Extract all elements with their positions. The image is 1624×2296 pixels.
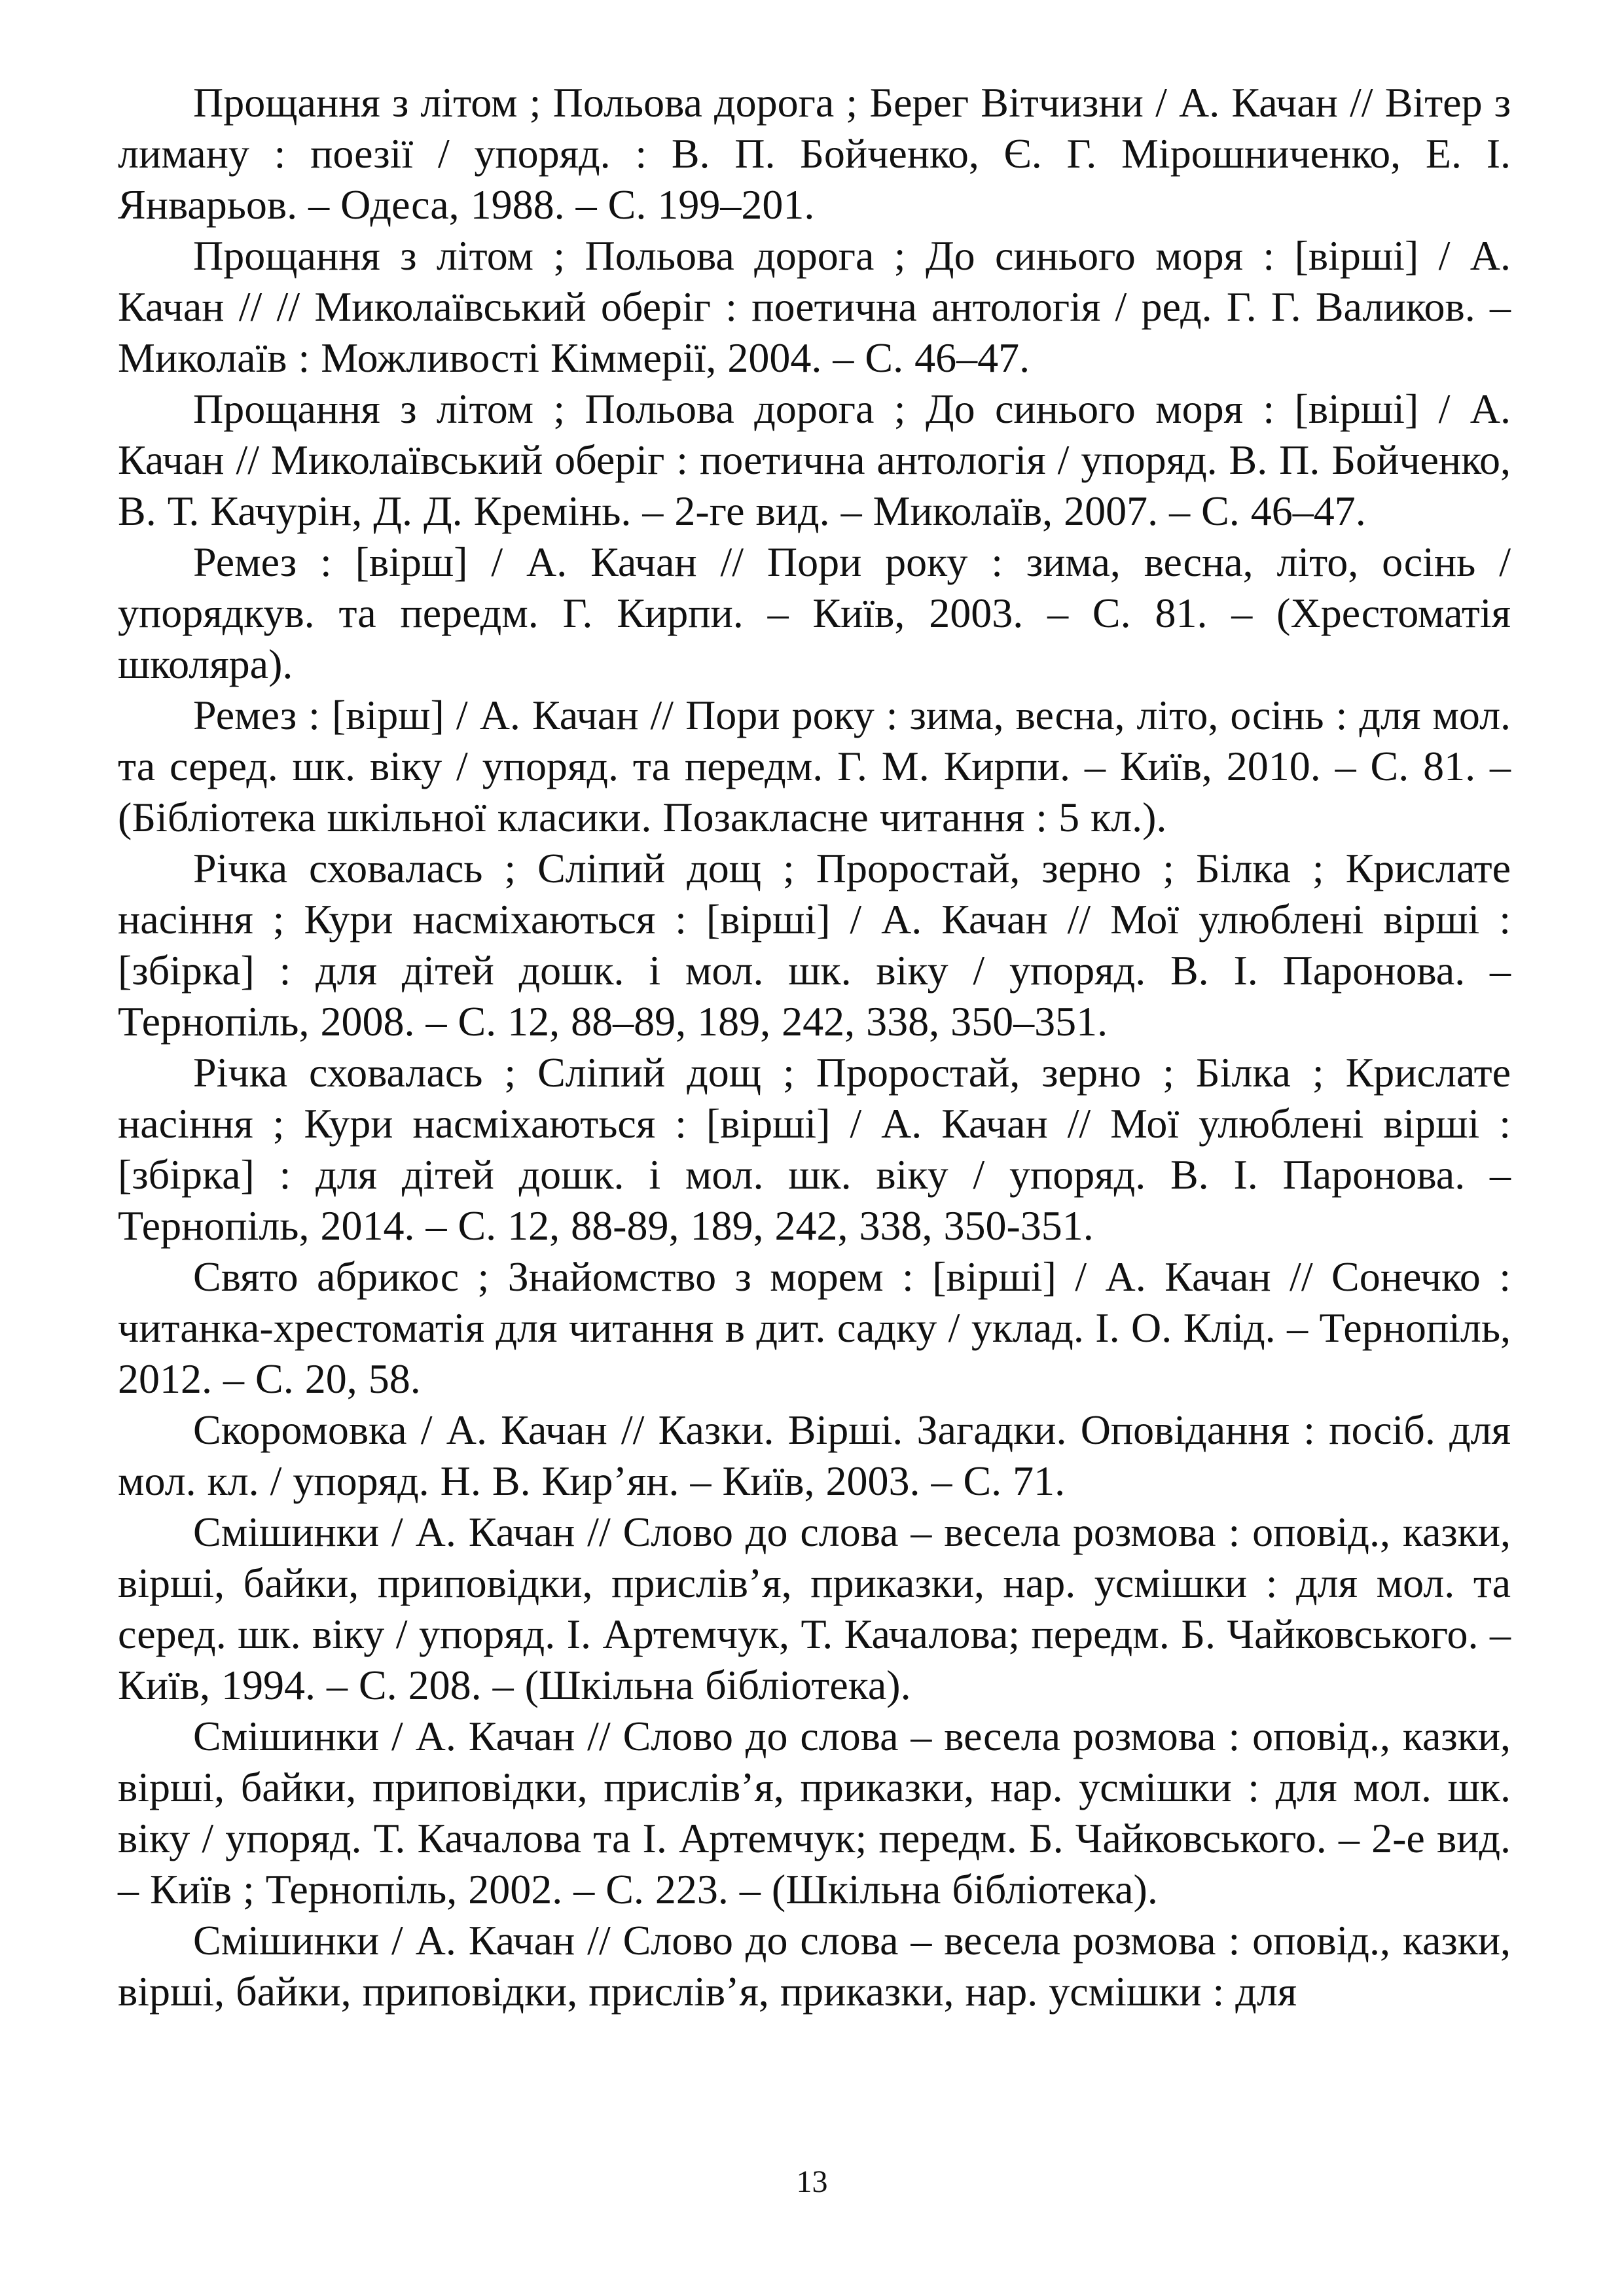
bibliography-entry: Смішинки / А. Качан // Слово до слова – весела розмова : оповід., казки, вірші, байки, приповідки, прислів’я, приказки, нар. усмішки : для мол. та серед. шк. віку / упоряд. І. Артемчук, Т. Качалова; передм. Б. Чайковського. – Київ, 1994. – С. 208. – (Шкільна бібліотека). — [118, 1509, 1511, 1708]
bibliography-entry: Річка сховалась ; Сліпий дощ ; Проростай, зерно ; Білка ; Крислате насіння ; Кури насміхаються : [вірші] / А. Качан // Мої улюблені вірші : [збірка] : для дітей дошк. і мол. шк. віку / упоряд. В. І. Паронова. – Тернопіль, 2008. – С. 12, 88–89, 189, 242, 338, 350–351. — [118, 845, 1511, 1045]
bibliography-entry: Свято абрикос ; Знайомство з морем : [вірші] / А. Качан // Сонечко : читанка-хрестоматія для читання в дит. садку / уклад. І. О. Клід. – Тернопіль, 2012. – С. 20, 58. — [118, 1253, 1511, 1402]
bibliography-entry: Смішинки / А. Качан // Слово до слова – весела розмова : оповід., казки, вірші, байки, приповідки, прислів’я, приказки, нар. усмішки : для мол. шк. віку / упоряд. Т. Качалова та І. Артемчук; передм. Б. Чайковського. – 2-е вид. – Київ ; Тернопіль, 2002. – С. 223. – (Шкільна бібліотека). — [118, 1713, 1511, 1912]
bibliography-entry: Скоромовка / А. Качан // Казки. Вірші. Загадки. Оповідання : посіб. для мол. кл. / упоряд. Н. В. Кир’ян. – Київ, 2003. – С. 71. — [118, 1407, 1511, 1504]
bibliography-entry: Прощання з літом ; Польова дорога ; Берег Вітчизни / А. Качан // Вітер з лиману : поезії / упоряд. : В. П. Бойченко, Є. Г. Мірошниченко, Е. І. Январьов. – Одеса, 1988. – С. 199–201. — [118, 79, 1511, 228]
bibliography-entry: Прощання з літом ; Польова дорога ; До синього моря : [вірші] / А. Качан // // Миколаївський оберіг : поетична антологія / ред. Г. Г. Валиков. – Миколаїв : Можливості Кіммерії, 2004. – С. 46–47. — [118, 232, 1511, 381]
bibliography-entry: Смішинки / А. Качан // Слово до слова – весела розмова : оповід., казки, вірші, байки, приповідки, прислів’я, приказки, нар. усмішки : для — [118, 1917, 1511, 2015]
bibliography-list — [118, 77, 1511, 2017]
page-number: 13 — [796, 2164, 828, 2199]
bibliography-entry: Прощання з літом ; Польова дорога ; До синього моря : [вірші] / А. Качан // Миколаївський оберіг : поетична антологія / упоряд. В. П. Бойченко, В. Т. Качурін, Д. Д. Кремінь. – 2-ге вид. – Миколаїв, 2007. – С. 46–47. — [118, 386, 1511, 534]
bibliography-entry: Річка сховалась ; Сліпий дощ ; Проростай, зерно ; Білка ; Крислате насіння ; Кури насміхаються : [вірші] / А. Качан // Мої улюблені вірші : [збірка] : для дітей дошк. і мол. шк. віку / упоряд. В. І. Паронова. – Тернопіль, 2014. – С. 12, 88-89, 189, 242, 338, 350-351. — [118, 1049, 1511, 1249]
bibliography-entry: Ремез : [вірш] / А. Качан // Пори року : зима, весна, літо, осінь / упорядкув. та передм. Г. Кирпи. – Київ, 2003. – С. 81. – (Хрестоматія школяра). — [118, 539, 1511, 687]
bibliography-entry: Ремез : [вірш] / А. Качан // Пори року : зима, весна, літо, осінь : для мол. та серед. шк. віку / упоряд. та передм. Г. М. Кирпи. – Київ, 2010. – С. 81. – (Бібліотека шкільної класики. Позакласне читання : 5 кл.). — [118, 692, 1511, 840]
